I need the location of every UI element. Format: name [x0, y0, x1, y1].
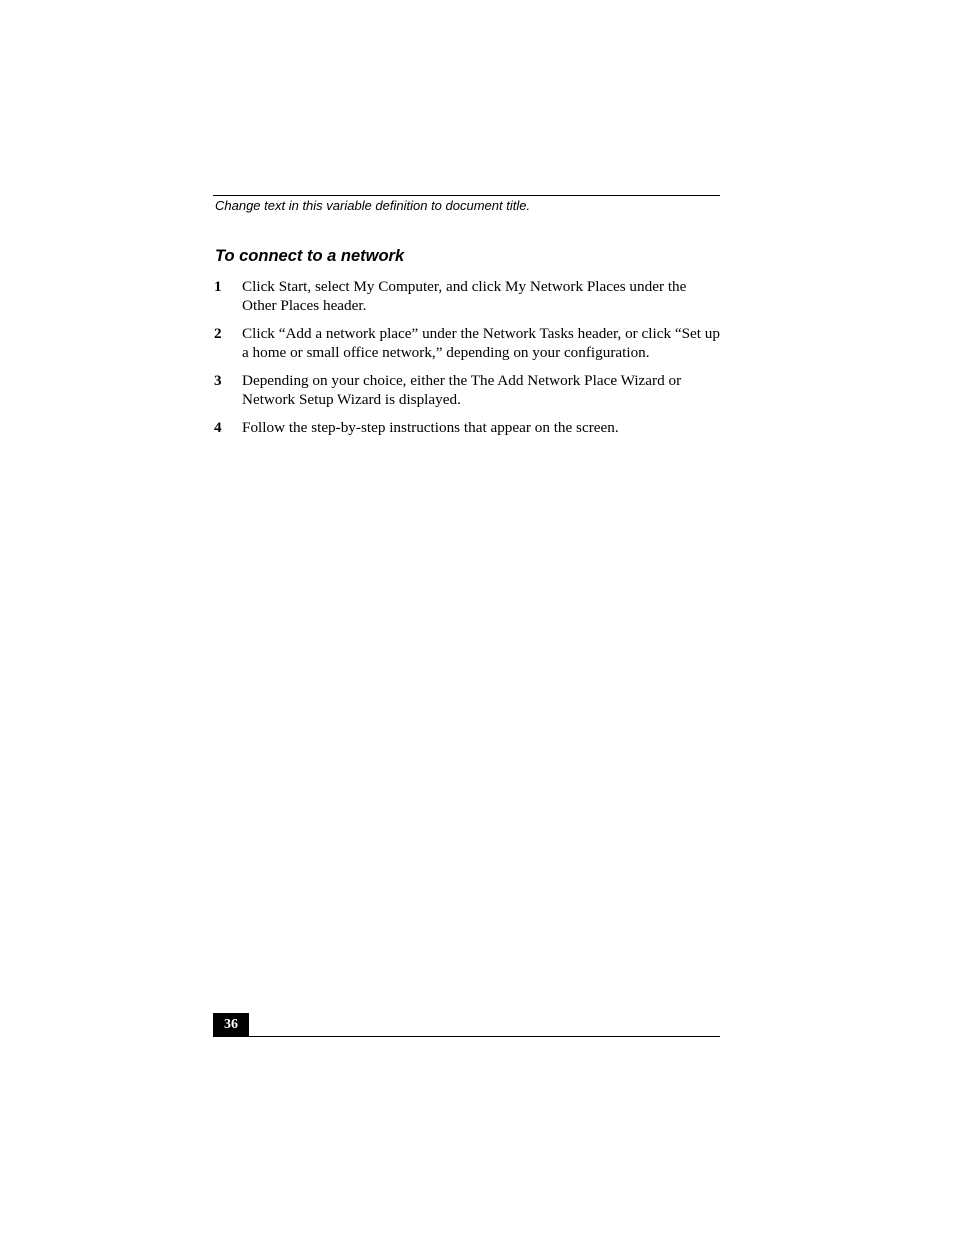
- step-number: 2: [214, 325, 222, 342]
- step-text: Depending on your choice, either the The Add Network Place Wizard or Network Setup Wizard is displayed.: [242, 372, 682, 408]
- step-item: [213, 277, 720, 315]
- header-rule: [213, 195, 720, 196]
- step-text: Click “Add a network place” under the Network Tasks header, or click “Set up a home or small office network,” depending on your configuration.: [242, 325, 720, 361]
- steps-list: [213, 277, 720, 446]
- page-number: 36: [213, 1013, 249, 1037]
- section-heading: To connect to a network: [215, 247, 405, 265]
- step-text: Follow the step-by-step instructions that appear on the screen.: [242, 419, 619, 436]
- step-item: [213, 324, 720, 362]
- running-header: Change text in this variable definition to document title.: [215, 198, 531, 213]
- footer-rule: [213, 1036, 720, 1037]
- step-item: [213, 418, 720, 437]
- step-number: 3: [214, 372, 222, 389]
- step-item: [213, 371, 720, 409]
- step-number: 4: [214, 419, 222, 436]
- step-text: Click Start, select My Computer, and click My Network Places under the Other Places header.: [242, 278, 687, 314]
- step-number: 1: [214, 278, 222, 295]
